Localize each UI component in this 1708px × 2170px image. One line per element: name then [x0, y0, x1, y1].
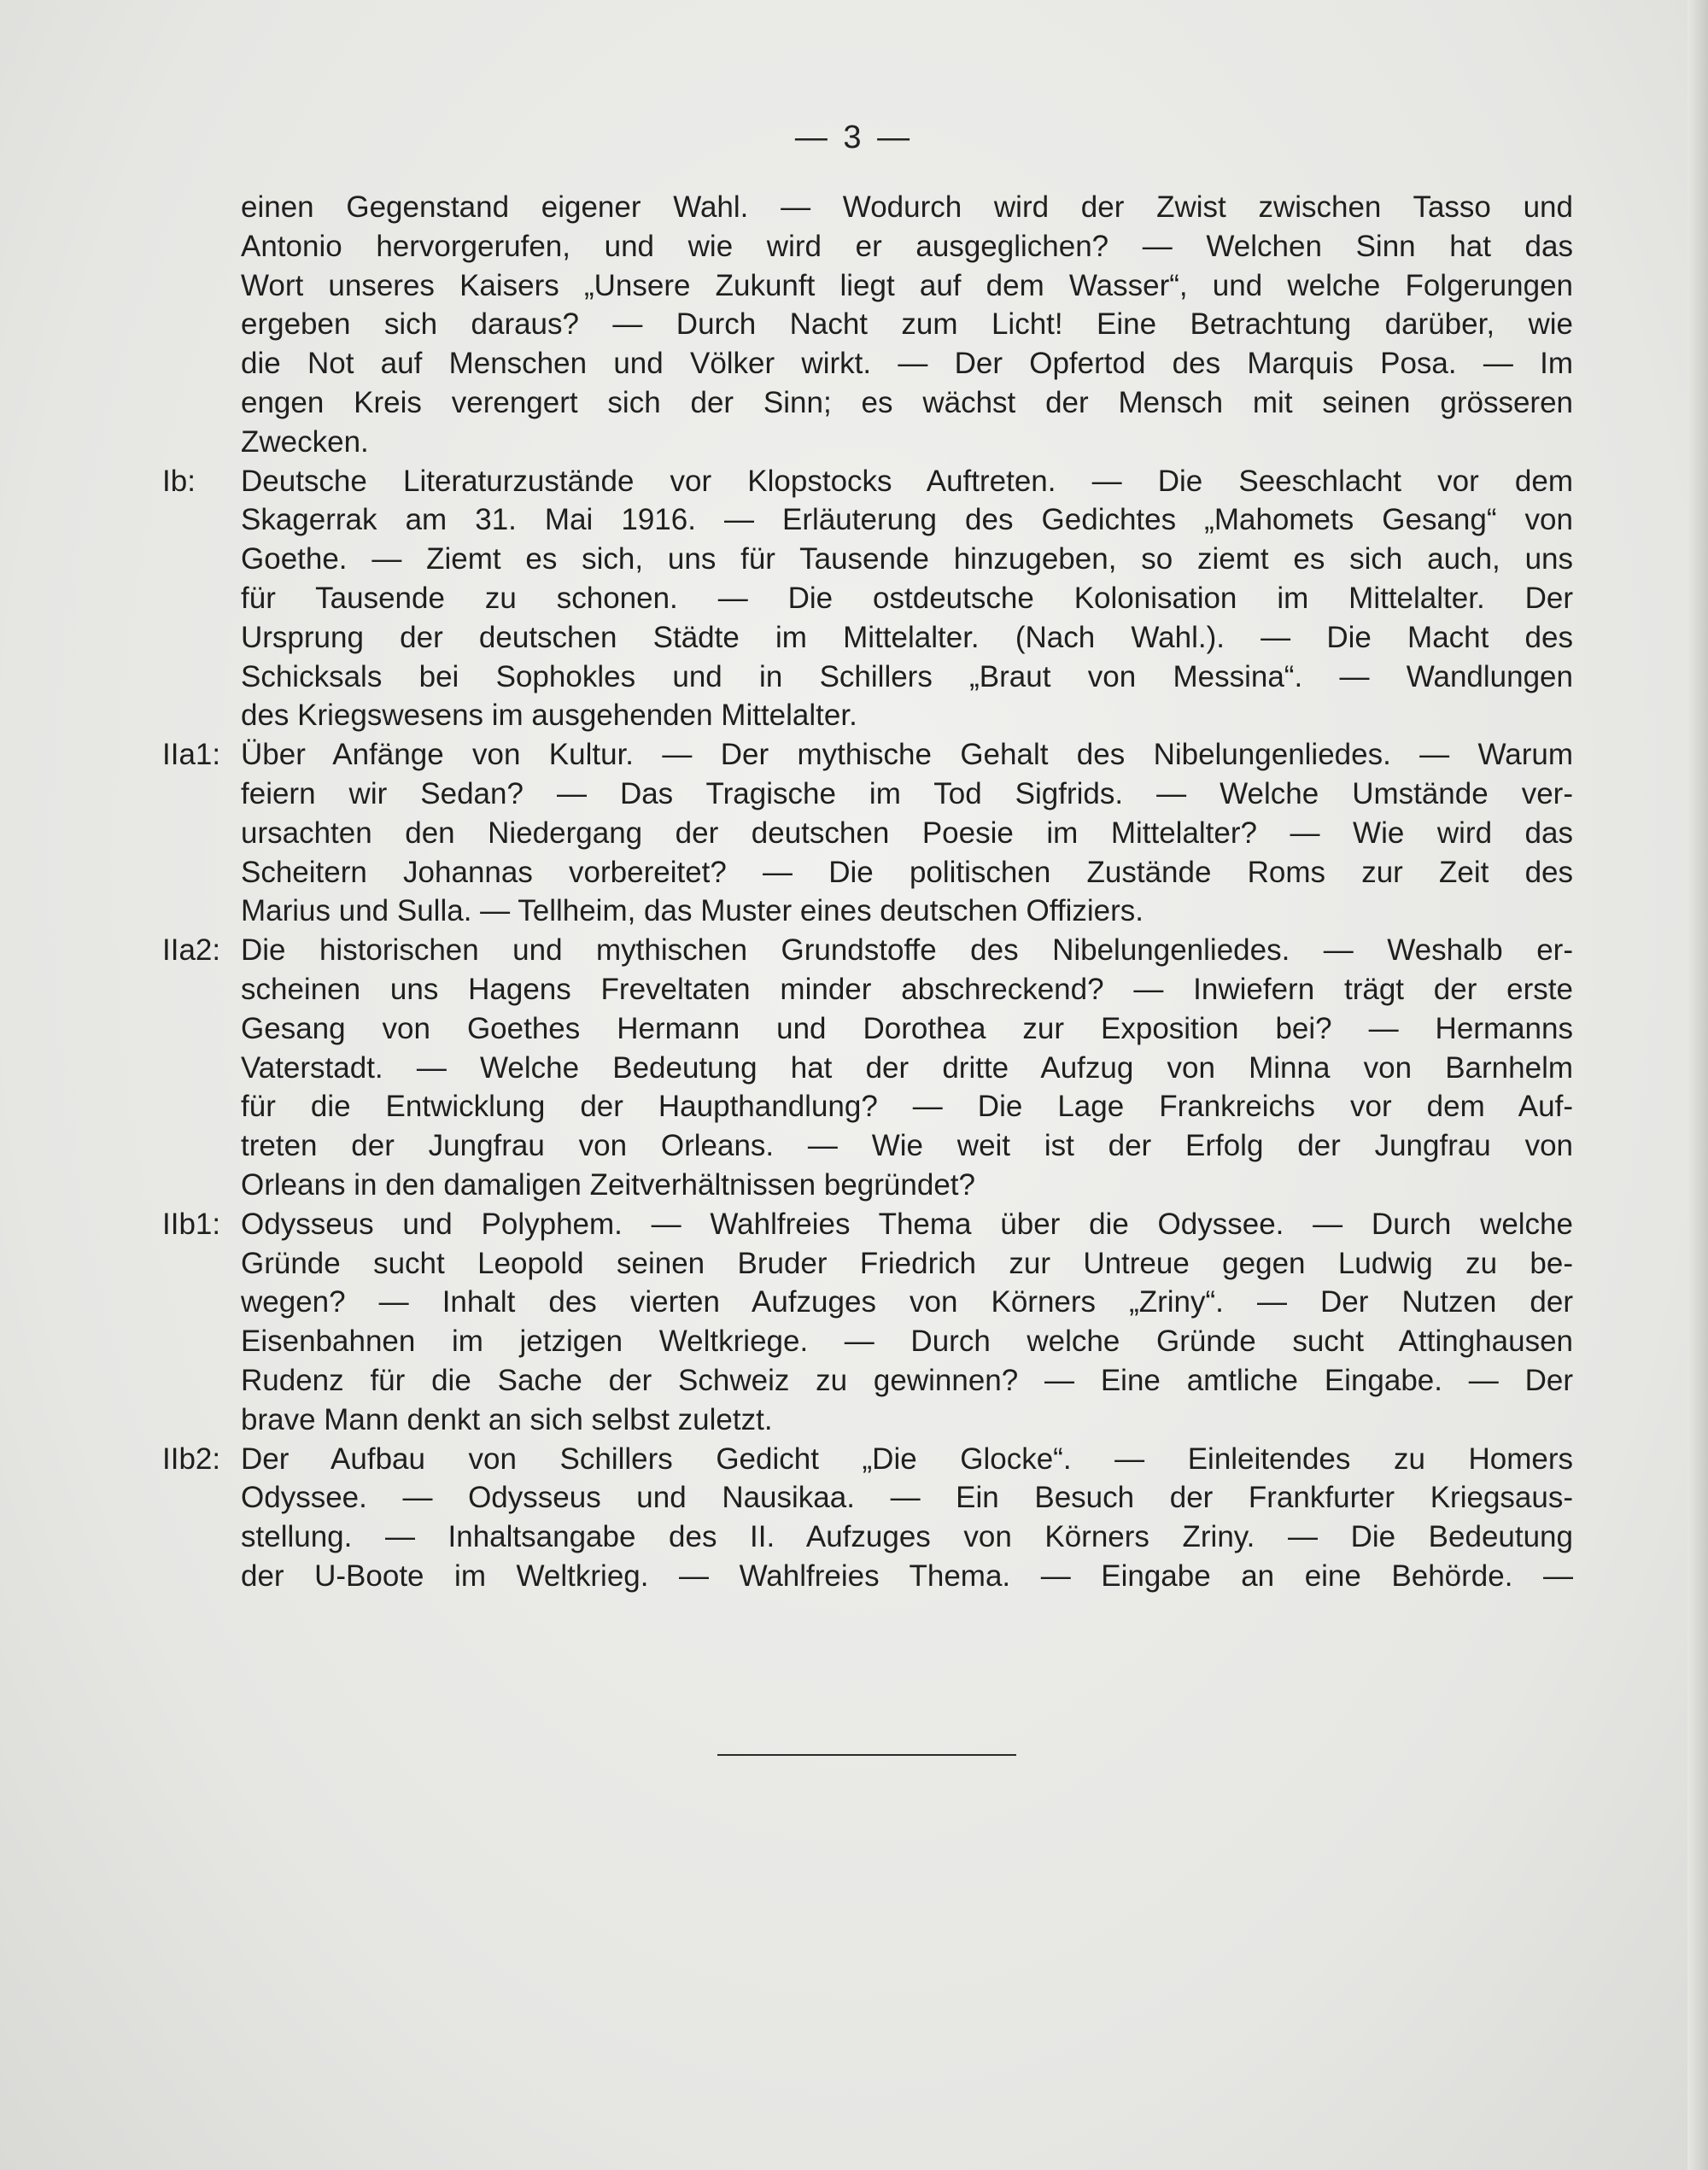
class-label: Ib: [162, 464, 196, 498]
class-entry-iib1: IIb1: Odysseus und Polyphem. — Wahlfreies Thema über die Odyssee. — Durch welche [162, 1205, 1580, 1244]
text-line: Schicksals bei Sophokles und in Schillers „Braut von Messina“. — Wandlungen [241, 659, 1573, 693]
class-label: IIb2: [162, 1442, 221, 1476]
text-line: Goethe. — Ziemt es sich, uns für Tausende hinzugeben, so ziemt es sich auch, uns [241, 542, 1573, 576]
page-number: — 3 — [794, 120, 914, 155]
text-line: ursachten den Niedergang der deutschen Poesie im Mittelalter? — Wie wird das [241, 816, 1573, 850]
essay-topics-list [162, 188, 1580, 1596]
text-line: scheinen uns Hagens Freveltaten minder abschreckend? — Inwiefern trägt der erste [241, 972, 1573, 1006]
text-line: ergeben sich daraus? — Durch Nacht zum Licht! Eine Betrachtung darüber, wie [241, 307, 1573, 342]
text-line: die Not auf Menschen und Völker wirkt. — Der Opfertod des Marquis Posa. — Im [241, 347, 1573, 381]
text-line: feiern wir Sedan? — Das Tragische im Tod Sigfrids. — Welche Umstände ver- [241, 776, 1573, 810]
text-line: wegen? — Inhalt des vierten Aufzuges von Körners „Zriny“. — Der Nutzen der [241, 1285, 1573, 1319]
text-line: engen Kreis verengert sich der Sinn; es wächst der Mensch mit seinen grösseren [241, 385, 1573, 419]
text-line: Vaterstadt. — Welche Bedeutung hat der dritte Aufzug von Minna von Barnhelm [241, 1050, 1573, 1085]
text-line: treten der Jungfrau von Orleans. — Wie weit ist der Erfolg der Jungfrau von [241, 1129, 1573, 1163]
class-entry-iib2: IIb2: Der Aufbau von Schillers Gedicht „Die Glocke“. — Einleitendes zu Homers [162, 1440, 1580, 1479]
text-line: Skagerrak am 31. Mai 1916. — Erläuterung des Gedichtes „Mahomets Gesang“ von [241, 503, 1573, 537]
text-line: der U-Boote im Weltkrieg. — Wahlfreies Thema. — Eingabe an eine Behörde. — [241, 1559, 1573, 1593]
text-line: für die Entwicklung der Haupthandlung? — Die Lage Frankreichs vor dem Auf- [241, 1090, 1573, 1124]
class-label: IIa1: [162, 738, 221, 772]
closing-rule [717, 1754, 1016, 1756]
class-label: IIa2: [162, 933, 221, 968]
text-line: Marius und Sulla. — Tellheim, das Muster eines deutschen Offiziers. [241, 894, 1144, 928]
text-line: Gründe sucht Leopold seinen Bruder Friedrich zur Untreue gegen Ludwig zu be- [241, 1246, 1573, 1280]
text-line: Zwecken. [241, 424, 369, 459]
text-line: Wort unseres Kaisers „Unsere Zukunft liegt auf dem Wasser“, und welche Folgerungen [241, 268, 1573, 302]
text-line: Ursprung der deutschen Städte im Mittelalter. (Nach Wahl.). — Die Macht des [241, 620, 1573, 654]
text-line: Gesang von Goethes Hermann und Dorothea zur Exposition bei? — Hermanns [241, 1011, 1573, 1045]
text-line: für Tausende zu schonen. — Die ostdeutsche Kolonisation im Mittelalter. Der [241, 581, 1573, 615]
text-line: stellung. — Inhaltsangabe des II. Aufzuges von Körners Zriny. — Die Bedeutung [241, 1520, 1573, 1554]
class-entry-ib: Ib: Deutsche Literaturzustände vor Klopstocks Auftreten. — Die Seeschlacht vor dem [162, 462, 1580, 501]
text-line: des Kriegswesens im ausgehenden Mittelalter. [241, 699, 857, 733]
text-line: brave Mann denkt an sich selbst zuletzt. [241, 1402, 773, 1436]
text-line: Eisenbahnen im jetzigen Weltkriege. — Durch welche Gründe sucht Attinghausen [241, 1325, 1573, 1359]
text-line: Orleans in den damaligen Zeitverhältnissen begründet? [241, 1167, 975, 1202]
class-entry-iia2: IIa2: Die historischen und mythischen Grundstoffe des Nibelungenliedes. — Weshalb er- [162, 931, 1580, 970]
text-line: einen Gegenstand eigener Wahl. — Wodurch wird der Zwist zwischen Tasso und [241, 190, 1573, 224]
text-line: Scheitern Johannas vorbereitet? — Die politischen Zustände Roms zur Zeit des [241, 855, 1573, 889]
class-entry-iia1: IIa1: Über Anfänge von Kultur. — Der mythische Gehalt des Nibelungenliedes. — Warum [162, 735, 1580, 775]
text-line: Odyssee. — Odysseus und Nausikaa. — Ein Besuch der Frankfurter Kriegsaus- [241, 1481, 1573, 1515]
text-line: Antonio hervorgerufen, und wie wird er ausgeglichen? — Welchen Sinn hat das [241, 229, 1573, 263]
page-edge-shadow [1688, 0, 1708, 2170]
class-label: IIb1: [162, 1207, 221, 1241]
text-line: Rudenz für die Sache der Schweiz zu gewinnen? — Eine amtliche Eingabe. — Der [241, 1363, 1573, 1397]
